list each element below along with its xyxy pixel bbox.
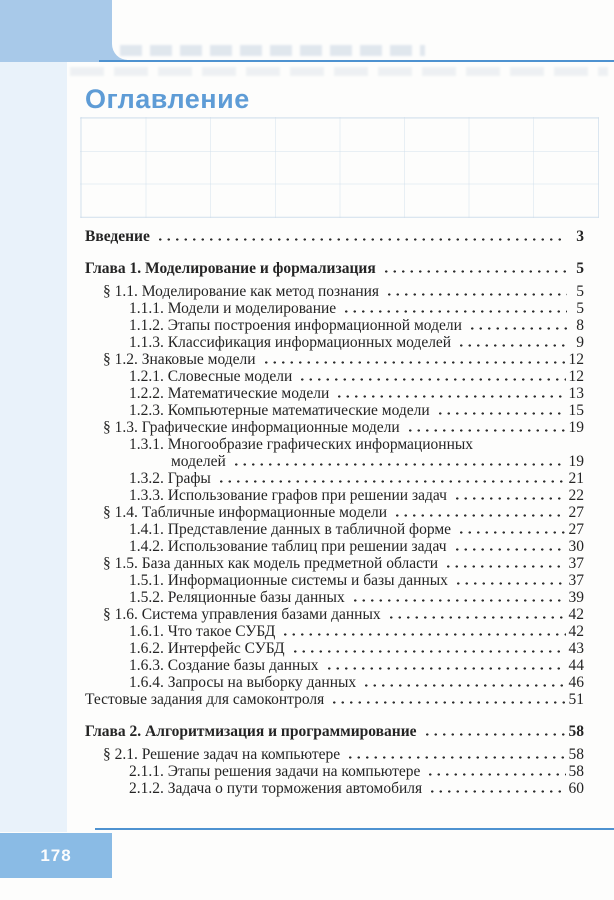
toc-entry: [85, 606, 584, 623]
toc-entry-page: 58: [568, 746, 584, 763]
toc-entry-label: § 1.4. Табличные информационные модели: [103, 504, 387, 521]
toc-entry: [85, 763, 584, 780]
dot-leader: [428, 780, 565, 797]
dot-leader: [453, 538, 566, 555]
dot-leader: [423, 723, 566, 740]
toc-entry-label: 1.2.2. Математические модели: [129, 385, 330, 402]
toc-entry-page: 42: [568, 623, 584, 640]
footer-rule: [95, 828, 614, 830]
page-number: 178: [40, 845, 72, 865]
dot-leader: [298, 368, 565, 385]
toc-entry-page: 37: [568, 555, 584, 572]
toc-entry-label: 1.3.1. Многообразие графических информационных: [129, 436, 474, 453]
page-corner-tab: [112, 0, 614, 60]
toc-entry-label: 1.5.1. Информационные системы и базы данных: [129, 572, 448, 589]
toc-entry: [85, 300, 584, 317]
corner-decoration: [0, 0, 127, 62]
dot-leader: [468, 317, 567, 334]
toc-entry-page: 51: [568, 691, 584, 708]
toc-entry-label: моделей: [171, 453, 226, 470]
dot-leader: [291, 640, 566, 657]
toc-entry-page: 22: [568, 487, 584, 504]
dot-leader: [156, 228, 567, 245]
toc-entry-page: 13: [568, 385, 584, 402]
dot-leader: [444, 555, 565, 572]
toc-entry: [85, 538, 584, 555]
toc-entry-label: Введение: [85, 228, 150, 245]
toc-entry: [85, 746, 584, 763]
bleed-through-table: [80, 117, 599, 218]
toc-entry-label: 1.2.3. Компьютерные математические модели: [129, 402, 430, 419]
toc-entry-label: § 1.3. Графические информационные модели: [103, 419, 400, 436]
toc-entry-page: 58: [568, 723, 584, 740]
toc-entry-label: 2.1.2. Задача о пути торможения автомобиля: [129, 780, 423, 797]
dot-leader: [457, 521, 565, 538]
dot-leader: [406, 419, 566, 436]
toc-entry: [85, 317, 584, 334]
toc-entry-page: 19: [568, 453, 584, 470]
dot-leader: [387, 606, 566, 623]
toc-entry-page: 39: [568, 589, 584, 606]
toc-entry-label: § 2.1. Решение задач на компьютере: [103, 746, 341, 763]
toc-entry-page: 37: [568, 572, 584, 589]
toc-list: [85, 228, 584, 797]
toc-entry: [85, 504, 584, 521]
dot-leader: [382, 260, 567, 277]
toc-entry: [85, 470, 584, 487]
toc-entry-page: 5: [576, 283, 584, 300]
toc-entry: [85, 260, 584, 277]
toc-entry-label: 1.6.1. Что такое СУБД: [129, 623, 276, 640]
toc-entry-page: 60: [568, 780, 584, 797]
toc-entry: [85, 674, 584, 691]
dot-leader: [262, 351, 566, 368]
toc-entry-page: 42: [568, 606, 584, 623]
toc-entry: [85, 623, 584, 640]
toc-entry-page: 3: [576, 228, 584, 245]
toc-entry-label: 1.6.4. Запросы на выборку данных: [129, 674, 357, 691]
toc-entry: [85, 334, 584, 351]
toc-entry-page: 44: [568, 657, 584, 674]
toc-entry-label: 1.6.2. Интерфейс СУБД: [129, 640, 285, 657]
dot-leader: [457, 334, 567, 351]
toc-entry-label: 1.4.2. Использование таблиц при решении задач: [129, 538, 447, 555]
toc-entry-page: 5: [576, 300, 584, 317]
toc-entry: [85, 691, 584, 708]
toc-entry-page: 58: [568, 763, 584, 780]
toc-entry-label: 2.1.1. Этапы решения задачи на компьютере: [129, 763, 421, 780]
toc-entry: [85, 723, 584, 740]
toc-entry: [85, 555, 584, 572]
toc-entry: [85, 419, 584, 436]
toc-entry-page: 30: [568, 538, 584, 555]
toc-entry: [85, 402, 584, 419]
dot-leader: [436, 402, 566, 419]
toc-entry-label: Глава 2. Алгоритмизация и программирование: [85, 723, 417, 740]
toc-entry-page: 9: [576, 334, 584, 351]
toc-entry: [85, 572, 584, 589]
toc-entry-page: 27: [568, 504, 584, 521]
toc-entry-label: § 1.2. Знаковые модели: [103, 351, 256, 368]
toc-entry: [85, 780, 584, 797]
page-gutter-strip: [0, 0, 67, 832]
toc-entry-page: 21: [568, 470, 584, 487]
dot-leader: [232, 453, 566, 470]
toc-entry-label: § 1.6. Система управления базами данных: [103, 606, 381, 623]
dot-leader: [330, 691, 565, 708]
toc-entry-label: 1.2.1. Словесные модели: [129, 368, 293, 385]
toc-entry: [85, 283, 584, 300]
page-number-badge: [0, 833, 112, 878]
bleed-through-text-line: [70, 67, 608, 76]
toc-entry: [85, 385, 584, 402]
dot-leader: [362, 674, 565, 691]
dot-leader: [385, 283, 567, 300]
dot-leader: [325, 657, 566, 674]
toc-entry: [85, 589, 584, 606]
toc-entry-page: 5: [576, 260, 584, 277]
toc-entry: [85, 657, 584, 674]
toc-entry-page: 43: [568, 640, 584, 657]
dot-leader: [351, 589, 566, 606]
toc-entry-label: 1.3.3. Использование графов при решении задач: [129, 487, 447, 504]
toc-entry: [85, 521, 584, 538]
toc-entry: [85, 487, 584, 504]
toc-entry-page: 12: [568, 351, 584, 368]
toc-entry-label: Глава 1. Моделирование и формализация: [85, 260, 376, 277]
dot-leader: [342, 300, 567, 317]
dot-leader: [426, 763, 565, 780]
toc-entry: [85, 368, 584, 385]
toc-entry-label: 1.5.2. Реляционные базы данных: [129, 589, 345, 606]
toc-entry-label: 1.3.2. Графы: [129, 470, 211, 487]
toc-entry-page: 15: [568, 402, 584, 419]
dot-leader: [281, 623, 565, 640]
dot-leader: [335, 385, 565, 402]
dot-leader: [217, 470, 566, 487]
dot-leader: [393, 504, 566, 521]
toc-entry-label: § 1.5. База данных как модель предметной области: [103, 555, 439, 572]
toc-entry-page: 46: [568, 674, 584, 691]
dot-leader: [453, 487, 566, 504]
toc-entry: [85, 351, 584, 368]
toc-entry-page: 19: [568, 419, 584, 436]
toc-entry-label: 1.1.1. Модели и моделирование: [129, 300, 337, 317]
toc-entry-label: 1.1.3. Классификация информационных моделей: [129, 334, 452, 351]
toc-entry-label: § 1.1. Моделирование как метод познания: [103, 283, 380, 300]
toc-entry-label: Тестовые задания для самоконтроля: [85, 691, 325, 708]
header-rule: [99, 60, 614, 62]
page-title: Оглавление: [85, 84, 250, 114]
toc-entry-page: 27: [568, 521, 584, 538]
toc-entry-page: 8: [576, 317, 584, 334]
toc-entry-label: 1.1.2. Этапы построения информационной модели: [129, 317, 462, 334]
toc-entry: [85, 453, 584, 470]
toc-entry: [85, 228, 584, 245]
toc-entry-label: 1.4.1. Представление данных в табличной форме: [129, 521, 452, 538]
toc-entry: [85, 640, 584, 657]
toc-entry: [85, 436, 584, 453]
dot-leader: [454, 572, 566, 589]
dot-leader: [346, 746, 565, 763]
toc-entry-label: 1.6.3. Создание базы данных: [129, 657, 319, 674]
toc-entry-page: 12: [568, 368, 584, 385]
